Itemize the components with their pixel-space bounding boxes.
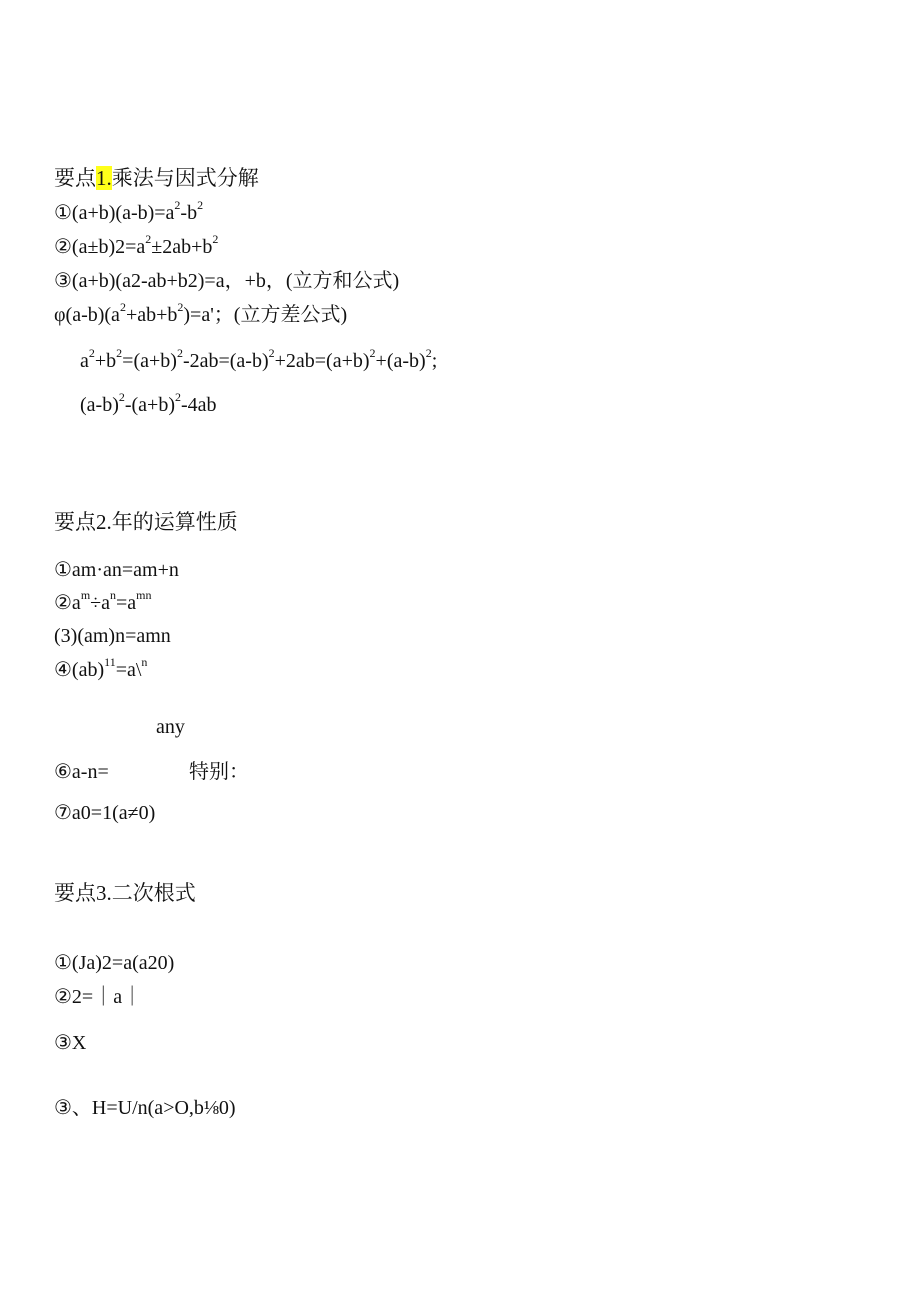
radical-rule-3: ③X bbox=[54, 1032, 87, 1054]
superscript: 2 bbox=[212, 232, 219, 246]
superscript: m bbox=[80, 588, 91, 602]
formula-text: -4ab bbox=[181, 394, 217, 416]
superscript: 2 bbox=[175, 390, 181, 404]
superscript: n bbox=[141, 655, 148, 669]
formula-text: +2ab=(a+b) bbox=[274, 350, 370, 372]
superscript: 2 bbox=[425, 346, 432, 360]
exponent-rule-quotient bbox=[54, 588, 152, 615]
formula-difference-of-cubes bbox=[54, 300, 348, 327]
superscript: n bbox=[110, 588, 117, 602]
formula-sum-of-cubes: ③(a+b)(a2-ab+b2)=a，+b，(立方和公式) bbox=[54, 270, 400, 292]
formula-sum-of-squares-identity bbox=[80, 346, 438, 373]
superscript: 2 bbox=[145, 232, 152, 246]
superscript: 11 bbox=[104, 655, 116, 669]
formula-text: -(a+b) bbox=[124, 394, 175, 416]
formula-text: )=a'；(立方差公式) bbox=[183, 304, 348, 326]
formula-text: =(a+b) bbox=[122, 350, 177, 372]
exponent-rule-negative: ⑥a-n= bbox=[54, 761, 109, 783]
radical-rule-1: ①(Ja)2=a(a20) bbox=[54, 952, 175, 974]
section-1-title: 乘法与因式分解 bbox=[111, 166, 259, 190]
formula-text: =a bbox=[116, 592, 137, 614]
superscript: 2 bbox=[119, 300, 126, 314]
formula-text: ④(ab) bbox=[54, 659, 105, 681]
formula-text: a bbox=[80, 350, 89, 372]
section-1-heading bbox=[54, 166, 259, 190]
superscript: 2 bbox=[88, 346, 95, 360]
radical-rule-4: ③、H=U/n(a>O,b⅛0) bbox=[54, 1097, 236, 1119]
exponent-rule-product-power bbox=[54, 655, 148, 682]
superscript: mn bbox=[136, 588, 152, 602]
formula-square-difference-identity bbox=[80, 390, 217, 417]
formula-text: (a-b) bbox=[80, 394, 119, 416]
exponent-rule-power: (3)(am)n=amn bbox=[54, 625, 171, 647]
exponent-rule-fragment: any bbox=[156, 716, 185, 738]
superscript: 2 bbox=[118, 390, 125, 404]
formula-text: -2ab=(a-b) bbox=[182, 350, 269, 372]
formula-text: +b bbox=[94, 350, 117, 372]
radical-rule-2: ②2=｜a｜ bbox=[54, 986, 143, 1008]
formula-text: +ab+b bbox=[125, 304, 178, 326]
superscript: 2 bbox=[176, 346, 183, 360]
superscript: 2 bbox=[116, 346, 123, 360]
formula-text: φ(a-b)(a bbox=[54, 304, 120, 326]
formula-text: =a\ bbox=[115, 659, 142, 681]
exponent-rule-special-note: 特别： bbox=[189, 761, 249, 783]
formula-text: -b bbox=[180, 202, 198, 224]
formula-difference-of-squares bbox=[54, 198, 204, 225]
superscript: 2 bbox=[174, 198, 181, 212]
formula-perfect-square bbox=[54, 232, 219, 259]
formula-text: +(a-b) bbox=[375, 350, 426, 372]
superscript: 2 bbox=[369, 346, 376, 360]
section-1-number-highlight: 1. bbox=[96, 166, 112, 190]
formula-text: ②(a±b)2=a bbox=[54, 236, 146, 258]
formula-text: ②a bbox=[54, 592, 81, 614]
superscript: 2 bbox=[177, 300, 184, 314]
formula-text: ①(a+b)(a-b)=a bbox=[54, 202, 175, 224]
formula-text: ÷a bbox=[90, 592, 111, 614]
formula-text: ; bbox=[431, 350, 438, 372]
superscript: 2 bbox=[197, 198, 204, 212]
superscript: 2 bbox=[268, 346, 275, 360]
section-2-heading: 要点2.年的运算性质 bbox=[54, 510, 238, 534]
section-3-heading: 要点3.二次根式 bbox=[54, 881, 196, 905]
section-1-prefix: 要点 bbox=[54, 166, 96, 190]
formula-text: ±2ab+b bbox=[151, 236, 213, 258]
exponent-rule-zero: ⑦a0=1(a≠0) bbox=[54, 802, 156, 824]
exponent-rule-product: ①am·an=am+n bbox=[54, 559, 179, 581]
